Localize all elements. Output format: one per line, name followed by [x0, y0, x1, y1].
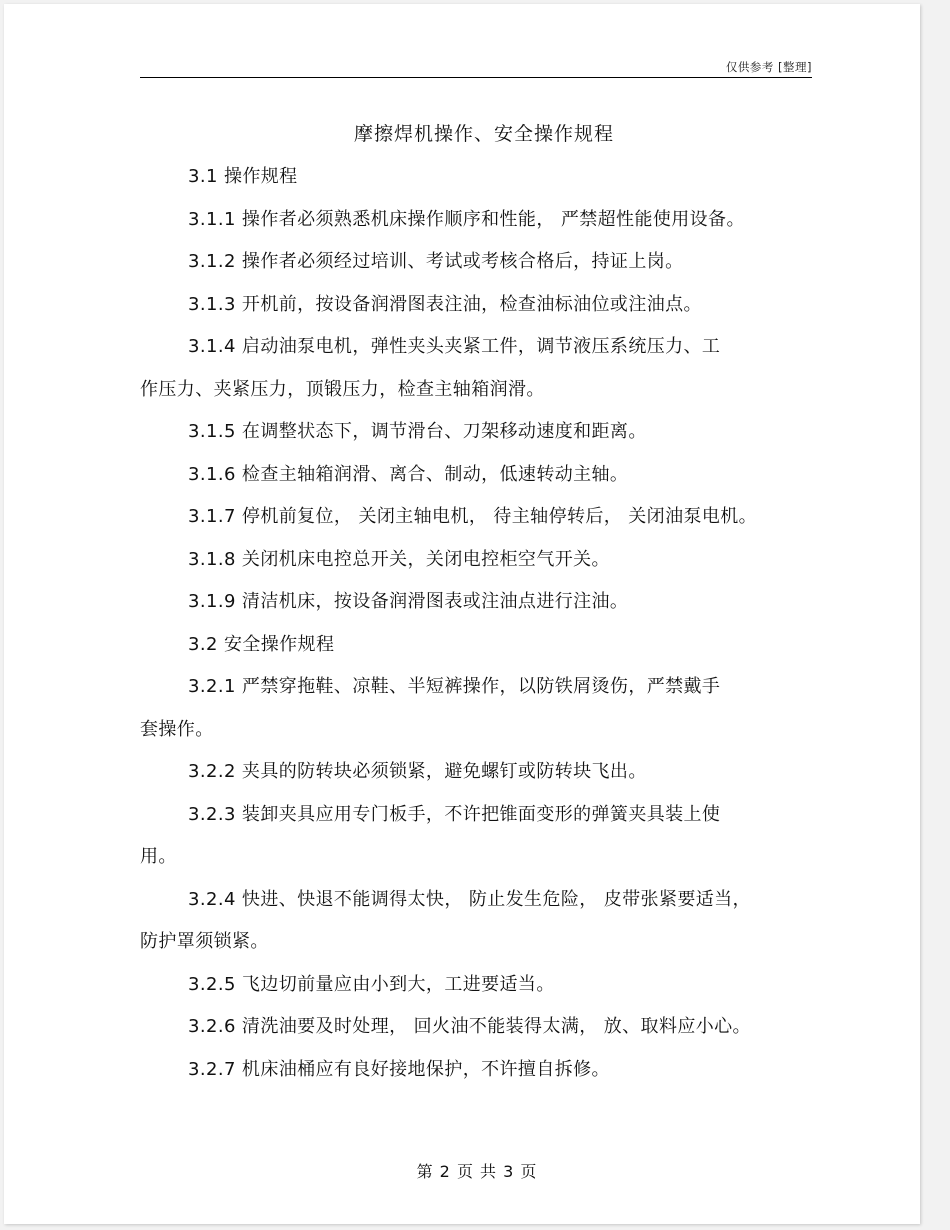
paragraph — [140, 581, 812, 624]
paragraph-line: 3.2.6 清洗油要及时处理， 回火油不能装得太满， 放、取料应小心。 — [188, 1016, 751, 1037]
paragraph-line: 3.1.8 关闭机床电控总开关，关闭电控柜空气开关。 — [188, 548, 610, 570]
paragraph — [140, 964, 812, 1007]
paragraph-continuation-line: 用。 — [140, 846, 177, 867]
header-rule — [140, 77, 812, 78]
paragraph-line: 3.1.9 清洁机床，按设备润滑图表或注油点进行注油。 — [188, 591, 629, 612]
paragraph — [140, 666, 812, 751]
document-page — [4, 4, 920, 1224]
document-title: 摩擦焊机操作、安全操作规程 — [353, 123, 614, 145]
paragraph — [140, 794, 812, 879]
paragraph — [140, 241, 812, 284]
document-body — [140, 156, 812, 1091]
paragraph-continuation-line: 防护罩须锁紧。 — [140, 931, 269, 952]
paragraph — [140, 199, 812, 242]
paragraph — [140, 1049, 812, 1092]
paragraph-line: 3.1.3 开机前，按设备润滑图表注油，检查油标油位或注油点。 — [188, 293, 702, 315]
header-note: 仅供参考 [整理] — [725, 60, 812, 74]
paragraph — [140, 496, 812, 539]
paragraph-line: 3.1.5 在调整状态下，调节滑台、刀架移动速度和距离。 — [188, 421, 647, 442]
page-footer: 第 2 页 共 3 页 — [416, 1162, 538, 1181]
paragraph — [140, 411, 812, 454]
paragraph — [140, 156, 812, 199]
paragraph — [140, 879, 812, 964]
paragraph-line: 3.2.5 飞边切前量应由小到大，工进要适当。 — [188, 973, 555, 995]
paragraph — [140, 326, 812, 411]
paragraph — [140, 1006, 812, 1049]
paragraph-line: 3.2.1 严禁穿拖鞋、凉鞋、半短裤操作，以防铁屑烫伤，严禁戴手 — [188, 676, 721, 697]
paragraph-line: 3.1.1 操作者必须熟悉机床操作顺序和性能， 严禁超性能使用设备。 — [188, 208, 745, 230]
paragraph-line: 3.1.7 停机前复位， 关闭主轴电机， 待主轴停转后， 关闭油泵电机。 — [188, 506, 758, 527]
paragraph-line: 3.2.7 机床油桶应有良好接地保护，不许擅自拆修。 — [188, 1058, 610, 1080]
paragraph-line: 3.1.4 启动油泵电机，弹性夹头夹紧工件，调节液压系统压力、工 — [188, 336, 721, 357]
paragraph — [140, 454, 812, 497]
paragraph-line: 3.2.3 装卸夹具应用专门板手，不许把锥面变形的弹簧夹具装上使 — [188, 803, 721, 825]
paragraph-line: 3.1 操作规程 — [188, 166, 298, 187]
paragraph-continuation-line: 作压力、夹紧压力，顶锻压力，检查主轴箱润滑。 — [140, 378, 545, 400]
paragraph-line: 3.2.4 快进、快退不能调得太快， 防止发生危险， 皮带张紧要适当， — [188, 888, 751, 910]
paragraph-line: 3.1.6 检查主轴箱润滑、离合、制动，低速转动主轴。 — [188, 463, 629, 485]
paragraph-line: 3.1.2 操作者必须经过培训、考试或考核合格后，持证上岗。 — [188, 251, 684, 272]
paragraph-line: 3.2.2 夹具的防转块必须锁紧，避免螺钉或防转块飞出。 — [188, 761, 647, 782]
paragraph — [140, 539, 812, 582]
paragraph-line: 3.2 安全操作规程 — [188, 633, 335, 655]
paragraph — [140, 284, 812, 327]
paragraph-continuation-line: 套操作。 — [140, 718, 214, 740]
paragraph — [140, 751, 812, 794]
paragraph — [140, 624, 812, 667]
